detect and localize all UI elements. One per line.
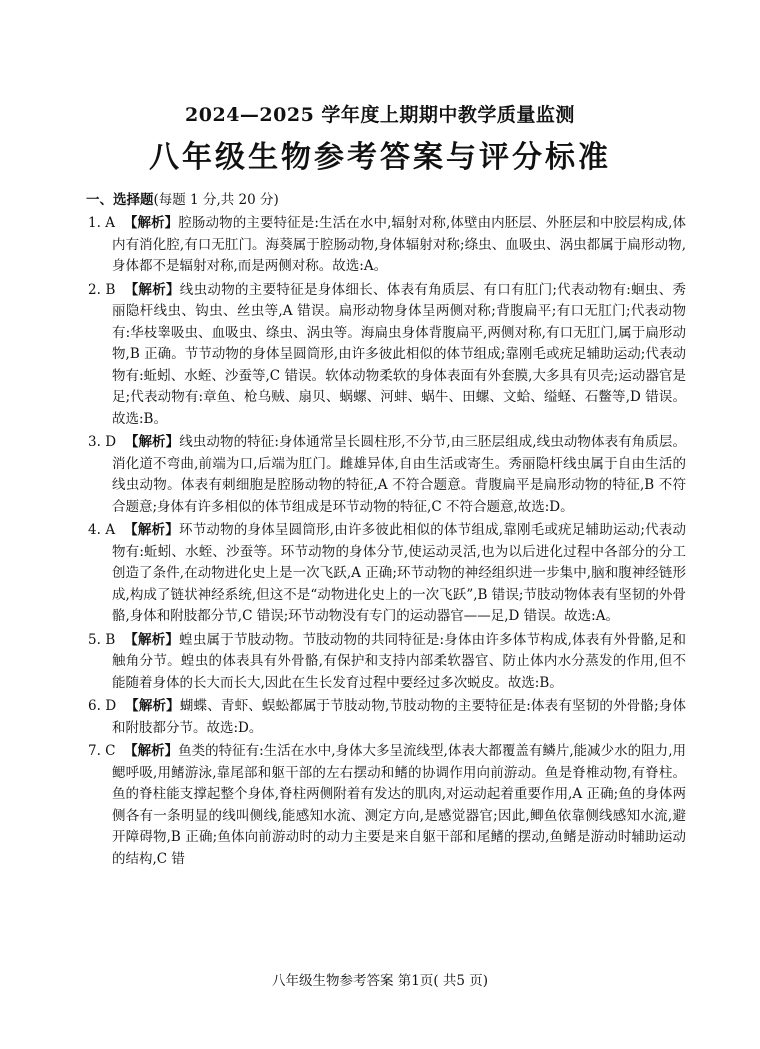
analysis-tag: 【解析】 (123, 215, 179, 231)
answer-explanation: 环节动物的身体呈圆筒形,由许多彼此相似的体节组成,靠刚毛或疣足辅助运动;代表动物有:蚯蚓、水蛭、沙蚕等。环节动物的身体分节,使运动灵活,也为以后进化过程中各部分的分工创造了条件,在动物进化史上是一次飞跃,A 正确;环节动物的神经组织进一步集中,脑和腹神经链形成,构成了链状神经系统,但这不是“动物进化史上的一次飞跃”,B 错误;节肢动物体表有坚韧的外骨骼,身体和附肢都分节,C 错误;环节动物没有专门的运动器官——足,D 错误。故选:A。 (112, 522, 687, 624)
exam-title: 2024—2025 学年度上期期中教学质量监测 (185, 104, 575, 126)
answer-item-3 (88, 432, 686, 518)
answer-item-6 (88, 696, 686, 739)
answer-item-5 (88, 630, 686, 695)
section-scoring-note: (每题 1 分,共 20 分) (153, 192, 279, 208)
answer-item-2 (88, 280, 686, 431)
answer-number: 7. C (88, 743, 116, 759)
analysis-tag: 【解析】 (125, 698, 180, 714)
section-title: 一、选择题 (86, 192, 154, 208)
answer-number: 4. A (88, 522, 116, 538)
section-heading (86, 190, 686, 211)
page-footer: 八年级生物参考答案 第1页( 共5 页) (271, 973, 489, 989)
analysis-tag: 【解析】 (124, 281, 180, 298)
answer-explanation: 蝴蝶、青虾、蜈蚣都属于节肢动物,节肢动物的主要特征是:体表有坚韧的外骨骼;身体和附肢都分节。故选:D。 (112, 698, 687, 736)
answer-number: 2. B (88, 281, 116, 298)
answer-explanation: 鱼类的特征有:生活在水中,身体大多呈流线型,体表大都覆盖有鳞片,能减少水的阻力,用鳃呼吸,用鳍游泳,靠尾部和躯干部的左右摆动和鳍的协调作用向前游动。鱼是脊椎动物,有脊柱。鱼的脊柱能支撑起整个身体,脊柱两侧附着有发达的肌肉,对运动起着重要作用,A 正确;鱼的身体两侧各有一条明显的线叫侧线,能感知水流、测定方向,是感觉器官;因此,鲫鱼依靠侧线感知水流,避开障碍物,B 正确;鱼体向前游动时的动力主要是来自躯干部和尾鳍的摆动,鱼鳍是游动时辅助运动的结构,C 错 (112, 743, 686, 867)
answer-item-1 (88, 213, 686, 278)
answer-number: 6. D (88, 698, 117, 714)
analysis-tag: 【解析】 (124, 522, 179, 538)
answer-explanation: 蝗虫属于节肢动物。节肢动物的共同特征是:身体由许多体节构成,体表有外骨骼,足和触角分节。蝗虫的体表具有外骨骼,有保护和支持内部柔软器官、防止体内水分蒸发的作用,但不能随着身体的长大而长大,因此在生长发育过程中要经过多次蜕皮。故选:B。 (112, 631, 686, 691)
analysis-tag: 【解析】 (124, 434, 180, 450)
analysis-tag: 【解析】 (124, 631, 180, 648)
answer-number: 1. A (88, 215, 116, 231)
answer-explanation: 线虫动物的特征:身体通常呈长圆柱形,不分节,由三胚层组成,线虫动物体表有角质层。消化道不弯曲,前端为口,后端为肛门。雌雄异体,自由生活或寄生。秀丽隐杆线虫属于自由生活的线虫动物。体表有刺细胞是腔肠动物的特征,A 不符合题意。背腹扁平是扁形动物的特征,B 不符合题意;身体有许多相似的体节组成是环节动物的特征,C 不符合题意,故选:D。 (112, 434, 687, 515)
answer-item-4 (88, 520, 686, 628)
answer-content (88, 190, 686, 870)
answer-explanation: 腔肠动物的主要特征是:生活在水中,辐射对称,体壁由内胚层、外胚层和中胶层构成,体内有消化腔,有口无肛门。海葵属于腔肠动物,身体辐射对称;绦虫、血吸虫、涡虫都属于扁形动物,身体都不是辐射对称,而是两侧对称。故选:A。 (112, 215, 687, 274)
answer-number: 3. D (88, 434, 117, 450)
analysis-tag: 【解析】 (124, 743, 179, 759)
answer-item-7 (88, 741, 686, 870)
document-subtitle: 八年级生物参考答案与评分标准 (149, 140, 611, 175)
answer-explanation: 线虫动物的主要特征是身体细长、体表有角质层、有口有肛门;代表动物有:蛔虫、秀丽隐杆线虫、钩虫、丝虫等,A 错误。扁形动物身体呈两侧对称;背腹扁平;有口无肛门;代表动物有:华枝睾吸虫、血吸虫、绦虫、涡虫等。海扁虫身体背腹扁平,两侧对称,有口无肛门,属于扁形动物,B 正确。节节动物的身体呈圆筒形,由许多彼此相似的体节组成;靠刚毛或疣足辅助运动;代表动物有:蚯蚓、水蛭、沙蚕等,C 错误。软体动物柔软的身体表面有外套膜,大多具有贝壳;运动器官是足;代表动物有:章鱼、枪乌贼、扇贝、蜗螺、河蚌、蜗牛、田螺、文蛤、缢蛏、石鳖等,D 错误。故选:B。 (112, 281, 686, 427)
answer-number: 5. B (88, 631, 116, 648)
